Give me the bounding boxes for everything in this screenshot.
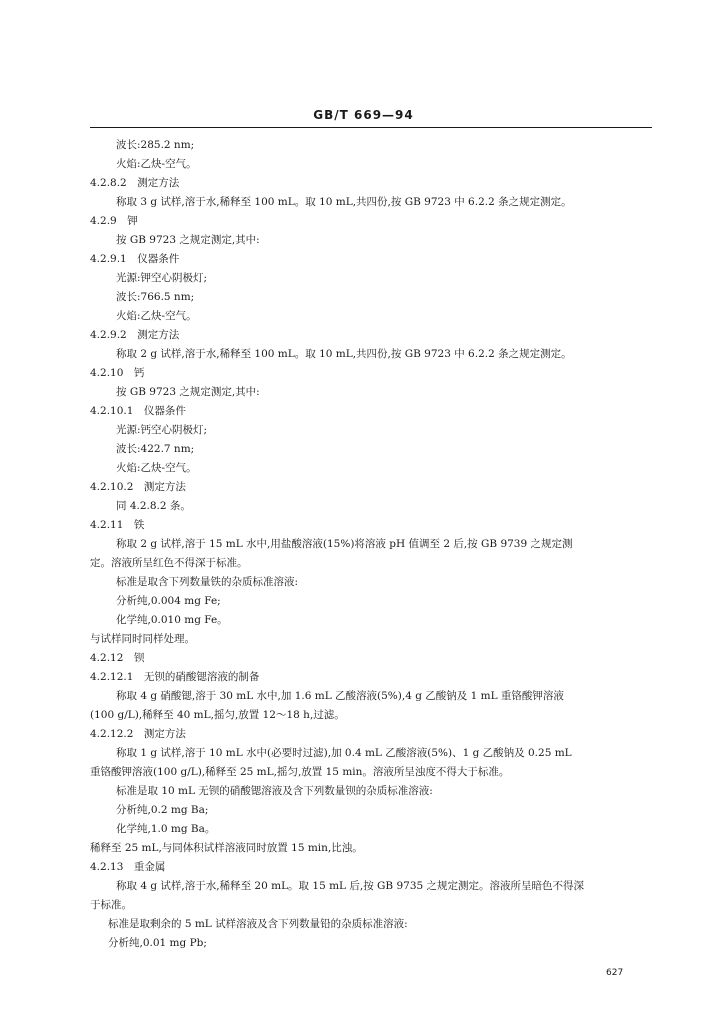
text-line: 波长:285.2 nm; bbox=[116, 139, 195, 151]
text-line: 分析纯,0.2 mg Ba; bbox=[116, 804, 209, 816]
text-line: 火焰:乙炔-空气。 bbox=[116, 462, 197, 474]
standard-number-header: GB/T 669—94 bbox=[313, 108, 414, 122]
text-line: 光源:钙空心阴极灯; bbox=[116, 424, 208, 436]
text-line: 标准是取 10 mL 无钡的硝酸锶溶液及含下列数量钡的杂质标准溶液: bbox=[116, 785, 433, 797]
text-line: 光源:钾空心阴极灯; bbox=[116, 272, 208, 284]
text-line: 火焰:乙炔-空气。 bbox=[116, 310, 197, 322]
text-line: 称取 2 g 试样,溶于水,稀释至 100 mL。取 10 mL,共四份,按 GB 9723 中 6.2.2 条之规定测定。 bbox=[116, 348, 572, 360]
header-rule bbox=[90, 127, 652, 128]
text-line: 重铬酸钾溶液(100 g/L),稀释至 25 mL,摇匀,放置 15 min。溶液所呈浊度不得大于标准。 bbox=[90, 766, 510, 778]
section-heading: 4.2.13 重金属 bbox=[90, 861, 166, 873]
text-line: 化学纯,0.010 mg Fe。 bbox=[116, 614, 228, 626]
section-heading: 4.2.10 钙 bbox=[90, 367, 145, 379]
section-heading: 4.2.9.2 测定方法 bbox=[90, 329, 180, 341]
section-heading: 4.2.11 铁 bbox=[90, 519, 145, 531]
text-line: 化学纯,1.0 mg Ba。 bbox=[116, 823, 216, 835]
text-line: 分析纯,0.01 mg Pb; bbox=[108, 937, 207, 949]
section-heading: 4.2.10.1 仪器条件 bbox=[90, 405, 186, 417]
text-line: 于标准。 bbox=[90, 899, 132, 911]
section-heading: 4.2.12.1 无钡的硝酸锶溶液的制备 bbox=[90, 671, 260, 683]
section-heading: 4.2.9.1 仪器条件 bbox=[90, 253, 180, 265]
text-line: 称取 3 g 试样,溶于水,稀释至 100 mL。取 10 mL,共四份,按 GB 9723 中 6.2.2 条之规定测定。 bbox=[116, 196, 572, 208]
text-line: 与试样同时同样处理。 bbox=[90, 633, 195, 645]
text-line: 标准是取剩余的 5 mL 试样溶液及含下列数量铅的杂质标准溶液: bbox=[108, 918, 408, 930]
text-line: 同 4.2.8.2 条。 bbox=[116, 500, 191, 512]
section-heading: 4.2.8.2 测定方法 bbox=[90, 177, 180, 189]
text-line: 火焰:乙炔-空气。 bbox=[116, 158, 197, 170]
text-line: 波长:422.7 nm; bbox=[116, 443, 195, 455]
section-heading: 4.2.10.2 测定方法 bbox=[90, 481, 186, 493]
section-heading: 4.2.9 钾 bbox=[90, 215, 138, 227]
text-line: 称取 1 g 试样,溶于 10 mL 水中(必要时过滤),加 0.4 mL 乙酸溶液(5%)、1 g 乙酸钠及 0.25 mL bbox=[116, 747, 572, 759]
text-line: 波长:766.5 nm; bbox=[116, 291, 195, 303]
text-line: 称取 4 g 硝酸锶,溶于 30 mL 水中,加 1.6 mL 乙酸溶液(5%),4 g 乙酸钠及 1 mL 重铬酸钾溶液 bbox=[116, 690, 564, 702]
text-line: 稀释至 25 mL,与同体积试样溶液同时放置 15 min,比浊。 bbox=[90, 842, 363, 854]
page-number: 627 bbox=[606, 968, 624, 978]
text-line: 定。溶液所呈红色不得深于标准。 bbox=[90, 557, 248, 569]
text-line: (100 g/L),稀释至 40 mL,摇匀,放置 12～18 h,过滤。 bbox=[90, 709, 345, 721]
text-line: 称取 2 g 试样,溶于 15 mL 水中,用盐酸溶液(15%)将溶液 pH 值调至 2 后,按 GB 9739 之规定测 bbox=[116, 538, 573, 550]
section-heading: 4.2.12 钡 bbox=[90, 652, 145, 664]
text-line: 标准是取含下列数量铁的杂质标准溶液: bbox=[116, 576, 299, 588]
text-line: 分析纯,0.004 mg Fe; bbox=[116, 595, 221, 607]
section-heading: 4.2.12.2 测定方法 bbox=[90, 728, 186, 740]
text-line: 按 GB 9723 之规定测定,其中: bbox=[116, 234, 260, 246]
text-line: 按 GB 9723 之规定测定,其中: bbox=[116, 386, 260, 398]
text-line: 称取 4 g 试样,溶于水,稀释至 20 mL。取 15 mL 后,按 GB 9735 之规定测定。溶液所呈暗色不得深 bbox=[116, 880, 585, 892]
